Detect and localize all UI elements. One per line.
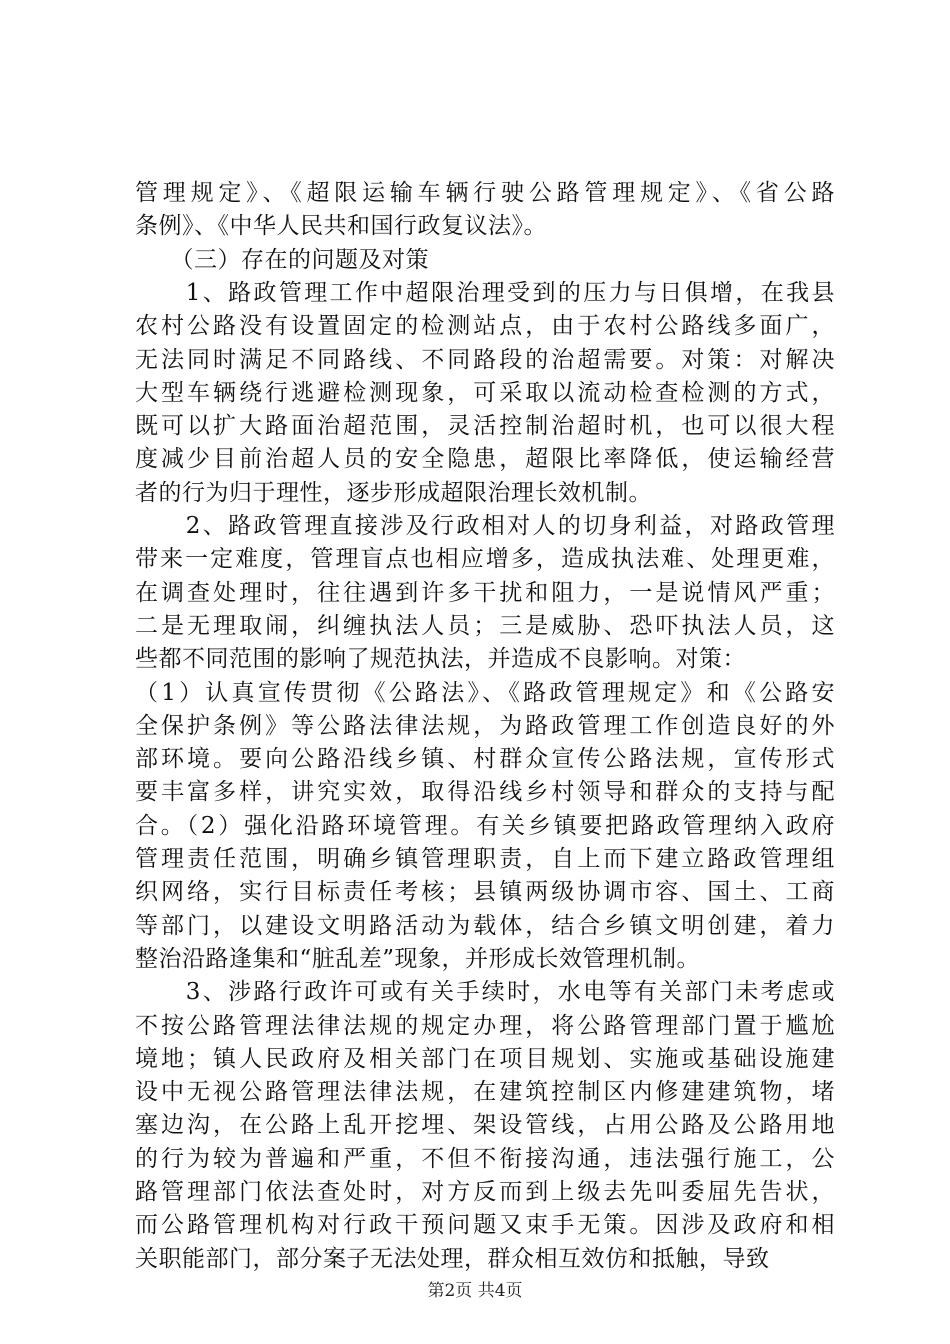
text-line: 者的行为归于理性，逐步形成超限治理长效机制。 bbox=[135, 479, 652, 506]
text-line: 不按公路管理法律法规的规定办理，将公路管理部门置于尴尬 bbox=[135, 1012, 835, 1039]
text-line: 管理规定》、《超限运输车辆行驶公路管理规定》、《省公路 bbox=[135, 180, 835, 206]
text-line: 条例》、《中华人民共和国行政复议法》。 bbox=[135, 213, 547, 240]
text-line: 2、路政管理直接涉及行政相对人的切身利益，对路政管理 bbox=[135, 513, 835, 539]
text-line: 等部门，以建设文明路活动为载体，结合乡镇文明创建，着力 bbox=[135, 912, 835, 939]
text-line: 二是无理取闹，纠缠执法人员；三是威胁、恐吓执法人员，这 bbox=[135, 612, 835, 639]
text-line: 度减少目前治超人员的安全隐患，超限比率降低，使运输经营 bbox=[135, 446, 835, 473]
text-line: 3、涉路行政许可或有关手续时，水电等有关部门未考虑或 bbox=[135, 979, 835, 1006]
text-line: 的行为较为普遍和严重，不但不衔接沟通，违法强行施工，公 bbox=[135, 1145, 835, 1172]
text-line: 整治沿路逢集和“脏乱差”现象，并形成长效管理机制。 bbox=[135, 945, 701, 972]
text-line: 无法同时满足不同路线、不同路段的治超需要。对策：对解决 bbox=[135, 346, 835, 373]
text-line: 设中无视公路管理法律法规，在建筑控制区内修建建筑物，堵 bbox=[135, 1079, 835, 1106]
text-line: 关职能部门，部分案子无法处理，群众相互效仿和抵触，导致 bbox=[135, 1245, 770, 1272]
text-line: 塞边沟，在公路上乱开挖埋、架设管线，占用公路及公路用地 bbox=[135, 1112, 835, 1139]
text-line: 织网络，实行目标责任考核；县镇两级协调市容、国土、工商 bbox=[135, 879, 835, 906]
text-line: 而公路管理机构对行政干预问题又束手无策。因涉及政府和相 bbox=[135, 1212, 835, 1239]
text-line: （1）认真宣传贯彻《公路法》、《路政管理规定》和《公路安 bbox=[135, 679, 835, 706]
text-line: 既可以扩大路面治超范围，灵活控制治超时机，也可以很大程 bbox=[135, 413, 835, 440]
text-line: 在调查处理时，往往遇到许多干扰和阻力，一是说情风严重； bbox=[135, 579, 835, 606]
text-line: 大型车辆绕行逃避检测现象，可采取以流动检查检测的方式， bbox=[135, 379, 835, 406]
text-line: 农村公路没有设置固定的检测站点，由于农村公路线多面广， bbox=[135, 313, 835, 340]
text-line: 境地；镇人民政府及相关部门在项目规划、实施或基础设施建 bbox=[135, 1045, 835, 1072]
text-line: 部环境。要向公路沿线乡镇、村群众宣传公路法规，宣传形式 bbox=[135, 746, 835, 773]
page-footer: 第2页 共4页 bbox=[427, 1281, 523, 1301]
text-line: 带来一定难度，管理盲点也相应增多，造成执法难、处理更难， bbox=[135, 546, 835, 573]
text-line: （三）存在的问题及对策 bbox=[135, 246, 429, 273]
text-line: 路管理部门依法查处时，对方反而到上级去先叫委屈先告状， bbox=[135, 1179, 835, 1205]
text-line: 合。（2）强化沿路环境管理。有关乡镇要把路政管理纳入政府 bbox=[135, 812, 835, 839]
text-line: 1、路政管理工作中超限治理受到的压力与日俱增，在我县 bbox=[135, 279, 835, 306]
text-line: 管理责任范围，明确乡镇管理职责，自上而下建立路政管理组 bbox=[135, 846, 835, 872]
text-line: 要丰富多样，讲究实效，取得沿线乡村领导和群众的支持与配 bbox=[135, 779, 835, 806]
text-line: 些都不同范围的影响了规范执法，并造成不良影响。对策： bbox=[135, 646, 746, 673]
text-line: 全保护条例》等公路法律法规，为路政管理工作创造良好的外 bbox=[135, 712, 835, 739]
